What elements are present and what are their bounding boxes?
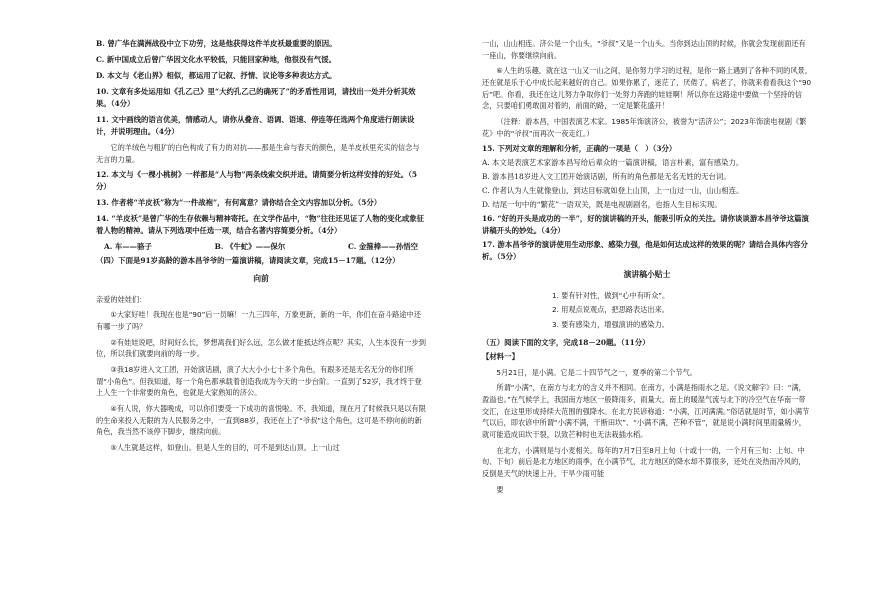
question-paragraph: 14. “羊皮袄”是曾广华的生存依赖与精神寄托。在文学作品中，“物”往往还见证了人物的变化或象征着人物的精神。请从下列选项中任选一项，结合名著内容简要分析。（4分） bbox=[96, 214, 425, 236]
question-paragraph: 10. 文章有多处运用如《孔乙己》里“大约孔乙己的确死了”的矛盾性用词，请找出一处并分析其效果。（4分） bbox=[96, 86, 416, 108]
question-item: 15. 下列对文章的理解和分析，正确的一项是（ ）（3分） bbox=[482, 144, 677, 154]
question-item: 17. 游本昌爷爷的演讲使用生动形象、感染力强，他是如何达成这样的效果的呢？请结合具体内容分析。（5分） bbox=[482, 240, 808, 262]
option-c: C. 金箍棒——孙悟空 bbox=[347, 242, 418, 252]
question-item: 16. “好的开头是成功的一半”，好的演讲稿的开头，能吸引听众的关注。请你谈谈游本昌爷爷这篇演讲稿开头的妙处。（4分） bbox=[482, 214, 809, 236]
option-b: B. 《牛虻》——保尔 bbox=[214, 242, 286, 252]
article-paragraph: ③我18岁进入文工团，开始演话剧，演了大大小小七十多个角色，有跟多还是无名无分的你们所谓“小角色”。但我知道，每一个角色都承载着创造我成为今天的一步台阶。一直到了52岁，我才终于登上人生一个非常要的角色，也就是大家熟知的济公。 bbox=[96, 365, 422, 398]
question-list-right bbox=[482, 143, 812, 263]
article-paragraph: 亲爱的娃娃们： bbox=[96, 294, 147, 304]
article-paragraph: （注释：游本昌，中国表演艺术家。1985年饰演济公，被誉为“活济公”；2023年饰演电视剧《繁花》中的“爷叔”而再次一夜走红。） bbox=[482, 116, 807, 138]
tip-item: 2. 用观点说观点，把思路表达出来。 bbox=[552, 305, 669, 315]
section-five-intro: （五）阅读下面的文字，完成18－20题。（11分） bbox=[482, 337, 650, 347]
question-paragraph: 它的羊绒色与粗犷的白色构成了有力的对抗——那是生命与春天的颜色，是羊皮袄里充实的信念与无言的力量。 bbox=[96, 142, 420, 164]
article-paragraph: ②有娃娃说吧，时间好么长，梦想离我们好么远，怎么做才能抵达终点呢？其实，人生本没有一步到位，所以我们就要向前的每一步。 bbox=[96, 337, 426, 359]
question-paragraph: 12. 本文与《一棵小桃树》一样都是“人与物”两条线索交织并进。请简要分析这样安排的好处。（5分） bbox=[96, 170, 418, 192]
material-label: 【材料一】 bbox=[482, 351, 519, 361]
article-continuation: 一山，山山相连。济公是一个山头，“爷叔”又是一个山头。当你到达山顶的时候，你就会发现前面还有一座山，你要继续向前。 bbox=[482, 39, 806, 60]
tips-list bbox=[482, 290, 812, 331]
question-item: A. 本文是表演艺术家游本昌写给后辈众的一篇演讲稿，语言朴素，富有感染力。 bbox=[482, 158, 744, 168]
question-paragraph: 11. 文中画线的语言优美，情感动人，请你从叠音、语调、语速、停连等任选两个角度进行朗读设计，并说明理由。（4分） bbox=[96, 114, 415, 136]
tips-title: 演讲稿小贴士 bbox=[623, 270, 671, 280]
material-text bbox=[482, 367, 812, 496]
question-paragraph: B. 曾广华在满洲战役中立下功劳，这是他获得这件羊皮袄最重要的原因。 bbox=[96, 39, 337, 48]
tip-item: 1. 要有针对性，做到“心中有听众”。 bbox=[552, 290, 670, 300]
question-item: D. 结尾一句中的“繁花”一语双关，既是电视剧剧名，也指人生目标实现。 bbox=[482, 200, 722, 210]
question-item: B. 游本昌18岁进入文工团开始演话剧，所有的角色都是无名无姓的无台词。 bbox=[482, 172, 731, 182]
material-paragraph: 在北方，小满则是与小麦相关。每年的7月7日至8月上旬（十或十一的，一个月有三旬：上旬、中旬、下旬）前后是北方地区的雨季，在小满节气，北方地区的降水却不算很多，还处在炎热而冷风的，反倒是天气的快速上升，干旱少雨可能 bbox=[482, 445, 806, 478]
article-remainder bbox=[482, 65, 812, 139]
article-paragraph: ④有人说，你大器晚成，可以你们要受一下成功的喜悦啦。不，我知道，现在月了时候我只是以有限的生命来投入无限的为人民服务之中，一直到88岁，我还在上了“爷叔”这个角色，这可是不停向前的新角色，我当然不该停下脚步，继续向前。 bbox=[96, 403, 426, 437]
material-paragraph: 5月21日，是小满。它是二十四节气之一，夏季的第二个节气。 bbox=[496, 367, 697, 377]
novel-options bbox=[96, 241, 426, 253]
material-paragraph: 所谓“小满”，在南方与北方的含义并不相同。在南方，小满是指雨水之足。《说文解字》曰：“满，盈溢也。”在气候学上，我国南方地区一般降雨多，雨量大。南上的暖湿气流与北下的冷空气在华南一带交汇，在这里形成持续大范围的强降水。在北方民谚称道：“小满，江河满满。”俗话就是时节，如小满节气以后，即农谚中所谓“小满不满，干断田坎”、“小满不满，芒种不管”，就是说小满时间里雨量稀少，就可能造成田坎干裂，以致芒种时也无法栽插水稻。 bbox=[482, 383, 810, 439]
question-paragraph: C. 新中国成立后曾广华因文化水平较低，只能回家种地，他很没有气馁。 bbox=[96, 54, 337, 64]
left-column bbox=[96, 38, 426, 458]
article-title: 向前 bbox=[253, 274, 269, 284]
question-item: C. 作者认为人生就像登山，到达目标就如登上山顶，上一山过一山，山山相连。 bbox=[482, 186, 744, 196]
question-paragraph: D. 本文与《老山界》相似，都运用了记叙、抒情、议论等多种表达方式。 bbox=[96, 70, 337, 80]
option-a: A. 车——骆子 bbox=[104, 242, 152, 252]
speech-article bbox=[96, 294, 426, 454]
article-paragraph: ⑤人生就是这样，如登山。但是人生的目的，可不是到达山顶。上一山过 bbox=[110, 442, 340, 452]
material-paragraph: 要 bbox=[496, 484, 504, 494]
question-list-left bbox=[96, 38, 426, 237]
article-paragraph: ①大家好哇！我现在也是“90”后一员嘛！一九三四年，万象更新，新的一年，你们在奋斗路途中还有哪一步了吗？ bbox=[96, 310, 421, 332]
article-paragraph: ⑥人生的乐趣，就在这一山又一山之间，是你努力学习的过程，是你一路上遇到了各种不同的风景，还在就是乐于心中成长起来越好的自己。如果你累了，迷茫了，厌倦了，病老了，你就来看看我这个“90后”吧。你看，我还在这儿努力争取你们一处努力奔跑的娃娃啊！所以你在这路途中要做一个坚持的信念，只要咱们勇敢面对着的，前面的路，一定是繁花盛开！ bbox=[482, 66, 812, 111]
right-column bbox=[482, 38, 812, 499]
tip-item: 3. 要有感染力，增强演讲的感染力。 bbox=[552, 320, 669, 330]
section-four-intro: （四）下面是91岁高龄的游本昌爷爷的一篇演讲稿，请阅读文章，完成15－17题。（12分） bbox=[96, 256, 400, 266]
question-paragraph: 13. 作者将“羊皮袄”称为“一件战袍”，有何寓意？请你结合全文内容加以分析。（5分） bbox=[96, 198, 382, 208]
